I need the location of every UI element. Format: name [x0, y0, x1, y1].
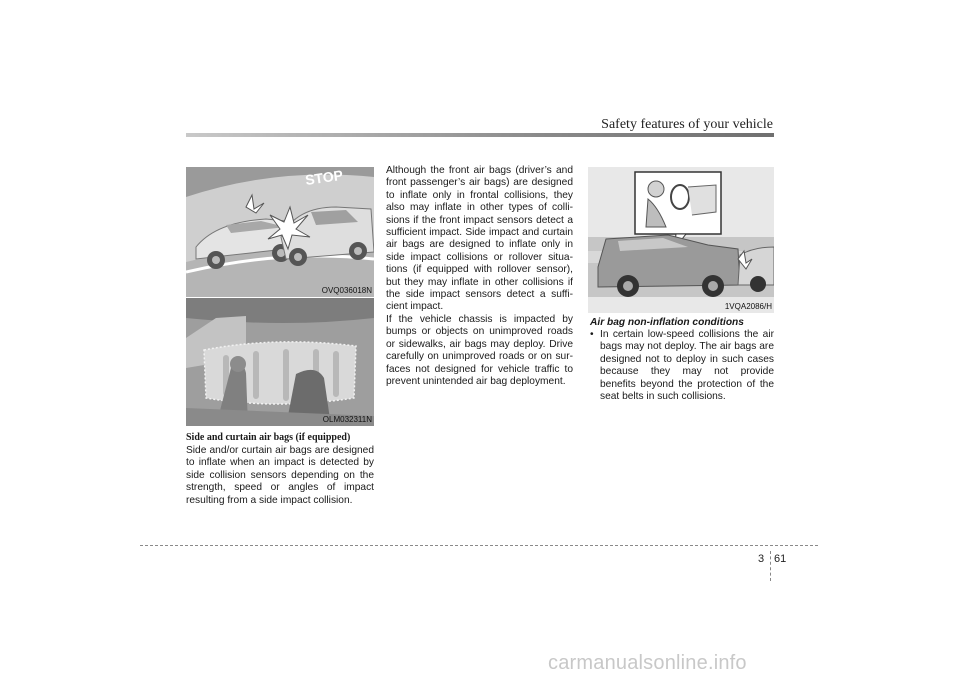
- curtain-airbag-illustration: [186, 298, 374, 426]
- page-header-title: Safety features of your vehicle: [601, 117, 773, 132]
- non-inflation-bullet-text: In certain low-speed collisions the air bags may not deploy. The air bags are designed not to deploy in such cases because they may not provide benefits beyond the protection of the seat belts in such collisions.: [600, 329, 774, 403]
- road-stop-marking: STOP: [304, 167, 344, 188]
- side-curtain-subhead: Side and curtain air bags (if equipped): [186, 432, 351, 443]
- collision-illustration: [186, 167, 374, 297]
- low-speed-collision-illustration: [588, 167, 774, 313]
- non-inflation-subhead: Air bag non-inflation conditions: [590, 317, 744, 328]
- middle-column-text: [386, 165, 573, 388]
- left-column-text: [186, 432, 374, 507]
- low-speed-collision-drawing: [588, 167, 774, 313]
- chassis-impact-paragraph: If the vehicle chassis is impacted by bumps or objects on unimproved roads or sidewalks, air bags may deploy. Drive carefully on unimproved roads or on sur-faces not designed for vehicle traffic to prevent unintended air bag deployment.: [386, 313, 573, 387]
- collision-drawing: [186, 167, 374, 297]
- side-curtain-paragraph: Side and/or curtain air bags are designed to inflate when an impact is detected by side collision sensors depending on the strength, speed or angles of impact resulting from a side impact collision.: [186, 445, 374, 506]
- chapter-number: 3: [758, 553, 765, 565]
- site-watermark: carmanualsonline.info: [548, 652, 747, 674]
- right-column-text: [590, 317, 774, 403]
- footer-rule: [140, 545, 818, 546]
- page-number-separator: [770, 551, 771, 581]
- curtain-airbag-drawing: [186, 298, 374, 426]
- header-rule: [186, 133, 774, 137]
- non-inflation-bullet-item: [590, 329, 774, 403]
- bullet-symbol: •: [590, 329, 594, 340]
- front-airbag-paragraph: Although the front air bags (driver’s and front passenger’s air bags) are designed to inflate only in frontal collisions, they also may inflate in other types of colli-sions if the front impact sensors detect a sufficient impact. Side impact and curtain air bags are designed to inflate only in side impact collisions or rollover situa-tions (if equipped with rollover sensor), but they may inflate in other collisions if the side impact sensors detect a suffi-cient impact.: [386, 165, 573, 313]
- curtain-figure-label: OLM032311N: [322, 415, 372, 424]
- collision-figure-label: OVQ036018N: [321, 286, 372, 295]
- page-number: 61: [774, 553, 787, 565]
- low-speed-figure-label: 1VQA2086/H: [724, 302, 772, 311]
